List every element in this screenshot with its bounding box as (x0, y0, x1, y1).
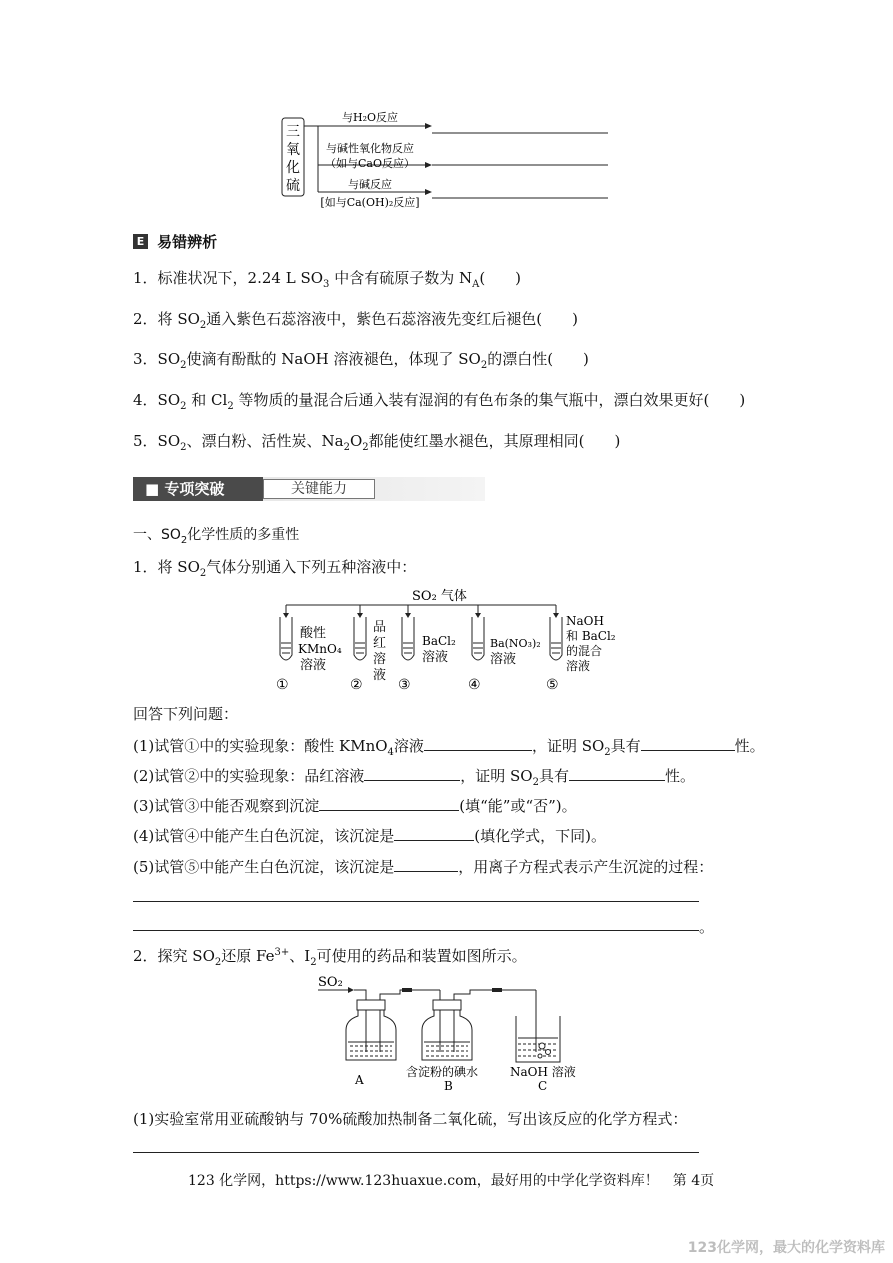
svg-text:④: ④ (468, 677, 481, 693)
svg-text:和 BaCl₂: 和 BaCl₂ (566, 629, 616, 643)
svg-text:NaOH: NaOH (566, 614, 604, 628)
svg-text:液: 液 (373, 668, 387, 683)
answer-line[interactable] (133, 1152, 699, 1153)
svg-text:NaOH 溶液: NaOH 溶液 (510, 1065, 576, 1079)
error-item-1: 1．标准状况下，2.24 L $SO_3$ 中含有硫原子数为 $N_A$( ) (133, 269, 522, 290)
answer-blank[interactable] (424, 736, 532, 751)
section-title: 易错辨析 (157, 233, 218, 251)
svg-text:溶: 溶 (373, 652, 387, 667)
svg-text:①: ① (276, 677, 289, 693)
svg-text:A: A (355, 1073, 364, 1087)
svg-text:品: 品 (373, 620, 387, 635)
svg-text:含淀粉的碘水: 含淀粉的碘水 (406, 1065, 479, 1079)
svg-text:溶液: 溶液 (422, 650, 449, 665)
q1-stem: 1．将 $SO_2$气体分别通入下列五种溶液中： (133, 558, 417, 579)
answer-blank[interactable] (641, 736, 735, 751)
section-icon: E (133, 234, 148, 249)
tubes-figure (270, 585, 630, 695)
svg-text:C: C (538, 1079, 548, 1093)
answer-line[interactable] (133, 930, 699, 931)
answer-blank[interactable] (364, 766, 460, 781)
svg-text:KMnO₄: KMnO₄ (298, 642, 342, 656)
question-2: (2)试管②中的实验现象：品红溶液 ，证明 $SO_2$具有 性。 (133, 767, 695, 788)
box-char: 化 (286, 160, 300, 176)
error-item-3: 3．$SO_2$使滴有酚酞的 NaOH 溶液褪色，体现了 $SO_2$的漂白性( ) (133, 350, 589, 371)
box-char: 三 (286, 124, 300, 140)
tube-2 (350, 605, 386, 693)
branch-label: [如与Ca(OH)₂反应] (320, 196, 420, 209)
branch-label: 与碱性氧化物反应 (326, 142, 414, 155)
q2-sub1: (1)实验室常用亚硫酸钠与 70%硫酸加热制备二氧化硫，写出该反应的化学方程式： (133, 1110, 688, 1128)
svg-text:酸性: 酸性 (300, 626, 327, 641)
so2-label: SO₂ (318, 975, 343, 990)
error-item-4: 4．$SO_2$ 和 $Cl_2$ 等物质的量混合后通入装有湿润的有色布条的集气瓶中，漂白效果更好( ) (133, 391, 746, 412)
answer-blank[interactable] (319, 796, 459, 811)
branch-label: 与H₂O反应 (341, 111, 399, 124)
svg-text:⑤: ⑤ (546, 677, 559, 693)
svg-text:的混合: 的混合 (566, 644, 603, 658)
svg-text:B: B (444, 1079, 453, 1093)
svg-text:③: ③ (398, 677, 411, 693)
tube-1 (276, 605, 342, 693)
beaker-c (510, 990, 576, 1093)
svg-text:②: ② (350, 677, 363, 693)
questions-intro: 回答下列问题： (133, 705, 239, 723)
so3-reaction-diagram (270, 108, 620, 213)
section-banner (133, 477, 485, 501)
question-1: (1)试管①中的实验现象：酸性 KMnO$_4$溶液 ，证明 $SO_2$具有 性。 (133, 737, 765, 758)
question-4: (4)试管④中能产生白色沉淀，该沉淀是 (填化学式，下同)。 (133, 827, 606, 845)
gas-label: SO₂ 气体 (412, 589, 467, 604)
tube-4 (468, 605, 541, 693)
box-char: 硫 (286, 178, 300, 194)
tube-3 (398, 605, 456, 693)
svg-text:红: 红 (373, 636, 387, 651)
branch-label: （如与CaO反应） (325, 157, 415, 170)
apparatus-figure (310, 972, 590, 1097)
watermark: 123化学网，最大的化学资料库 (687, 1240, 885, 1256)
svg-text:Ba(NO₃)₂: Ba(NO₃)₂ (490, 637, 541, 650)
banner-left: ■ 专项突破 (133, 477, 263, 501)
answer-line[interactable] (133, 901, 699, 902)
tube-5 (546, 605, 616, 693)
error-item-2: 2．将 $SO_2$通入紫色石蕊溶液中，紫色石蕊溶液先变红后褪色( ) (133, 310, 578, 331)
q2-stem: 2．探究 $SO_2$还原 $Fe^{3+}$、$I_2$可使用的药品和装置如图所示。 (133, 947, 527, 968)
banner-right: 关键能力 (263, 479, 375, 499)
period: 。 (699, 918, 715, 936)
question-3: (3)试管③中能否观察到沉淀 (填“能”或“否”)。 (133, 797, 577, 815)
box-char: 氧 (286, 142, 300, 158)
svg-text:BaCl₂: BaCl₂ (422, 634, 456, 648)
svg-text:溶液: 溶液 (300, 658, 327, 673)
svg-text:溶液: 溶液 (490, 652, 517, 667)
answer-blank[interactable] (394, 826, 474, 841)
part1-heading: 一、$SO_2$化学性质的多重性 (133, 527, 300, 546)
error-item-5: 5．$SO_2$、漂白粉、活性炭、$Na_2O_2$都能使红墨水褪色，其原理相同( ) (133, 432, 621, 453)
branch-label: 与碱反应 (348, 178, 392, 191)
answer-blank[interactable] (569, 766, 665, 781)
answer-blank[interactable] (394, 857, 458, 872)
section-errors-heading (133, 231, 217, 252)
question-5: (5)试管⑤中能产生白色沉淀，该沉淀是 ，用离子方程式表示产生沉淀的过程： (133, 858, 714, 876)
footer: 123 化学网，https://www.123huaxue.com，最好用的中学化学资料库！ 第 4页 (188, 1173, 715, 1189)
svg-text:溶液: 溶液 (566, 659, 591, 673)
